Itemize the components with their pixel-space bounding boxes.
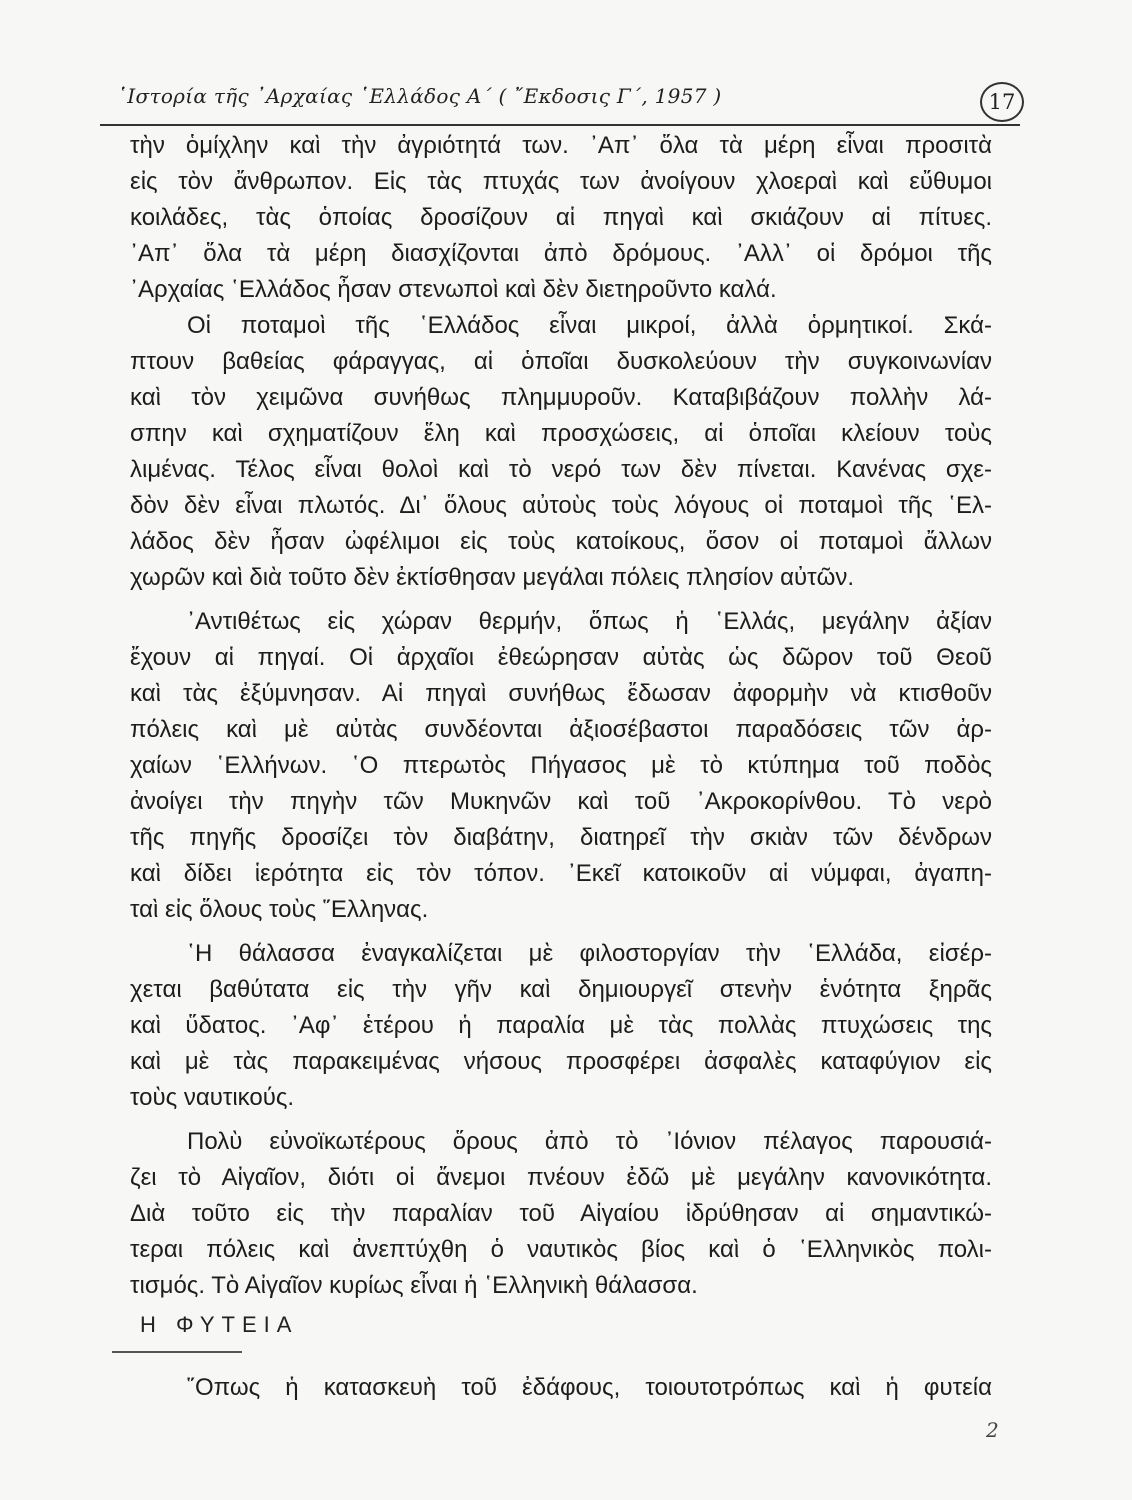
text-line: Οἱ ποταμοὶ τῆς ῾Ελλάδος εἶναι μικροί, ἀλλὰ ὁρμητικοί. Σκά-: [187, 312, 992, 339]
section-heading: Η ΦΥΤΕΙΑ: [140, 1312, 299, 1337]
text-line: καὶ δίδει ἱερότητα εἰς τὸν τόπον. ᾿Εκεῖ κατοικοῦν αἱ νύμφαι, ἀγαπη-: [130, 860, 992, 887]
text-line: τῆς πηγῆς δροσίζει τὸν διαβάτην, διατηρεῖ τὴν σκιὰν τῶν δένδρων: [130, 824, 992, 851]
text-line: τοὺς ναυτικούς.: [130, 1084, 295, 1111]
text-line: ῞Οπως ἡ κατασκευὴ τοῦ ἐδάφους, τοιουτοτρόπως καὶ ἡ φυτεία: [187, 1374, 992, 1401]
text-line: καὶ ὕδατος. ᾿Αφ᾿ ἑτέρου ἡ παραλία μὲ τὰς πολλὰς πτυχώσεις της: [130, 1012, 992, 1039]
final-paragraph: [130, 1370, 992, 1406]
paragraph: [130, 128, 992, 308]
text-line: λιμένας. Τέλος εἶναι θολοὶ καὶ τὸ νερό των δὲν πίνεται. Κανένας σχε-: [130, 456, 992, 483]
body-text: [130, 128, 992, 1304]
text-line: καὶ τὰς ἐξύμνησαν. Αἱ πηγαὶ συνήθως ἔδωσαν ἀφορμὴν νὰ κτισθοῦν: [130, 680, 992, 707]
text-line: τεραι πόλεις καὶ ἀνεπτύχθη ὁ ναυτικὸς βίος καὶ ὁ ῾Ελληνικὸς πολι-: [130, 1236, 992, 1263]
text-line: Διὰ τοῦτο εἰς τὴν παραλίαν τοῦ Αἰγαίου ἱδρύθησαν αἱ σημαντικώ-: [130, 1200, 992, 1227]
text-line: σπην καὶ σχηματίζουν ἕλη καὶ προσχώσεις, αἱ ὁποῖαι κλείουν τοὺς: [130, 420, 992, 447]
text-line: ἀνοίγει τὴν πηγὴν τῶν Μυκηνῶν καὶ τοῦ ᾿Ακροκορίνθου. Τὸ νερὸ: [130, 788, 992, 815]
page-number: 17: [980, 82, 1024, 122]
text-line: πτουν βαθείας φάραγγας, αἱ ὁποῖαι δυσκολεύουν τὴν συγκοινωνίαν: [130, 348, 992, 375]
paragraph: [130, 936, 992, 1116]
text-line: ῾Η θάλασσα ἐναγκαλίζεται μὲ φιλοστοργίαν τὴν ῾Ελλάδα, εἰσέρ-: [187, 940, 992, 967]
text-line: χαίων ῾Ελλήνων. ῾Ο πτερωτὸς Πήγασος μὲ τὸ κτύπημα τοῦ ποδὸς: [130, 752, 992, 779]
text-line: Πολὺ εὐνοϊκωτέρους ὅρους ἀπὸ τὸ ᾿Ιόνιον πέλαγος παρουσιά-: [187, 1128, 992, 1155]
text-line: ᾿Αρχαίας ῾Ελλάδος ἦσαν στενωποὶ καὶ δὲν διετηροῦντο καλά.: [130, 276, 777, 303]
text-line: τισμός. Τὸ Αἰγαῖον κυρίως εἶναι ἡ ῾Ελληνικὴ θάλασσα.: [130, 1272, 698, 1299]
text-line: τὴν ὁμίχλην καὶ τὴν ἀγριότητά των. ᾿Απ᾿ ὅλα τὰ μέρη εἶναι προσιτὰ: [130, 132, 992, 159]
section-heading-underline: [112, 1351, 242, 1353]
text-line: ἔχουν αἱ πηγαί. Οἱ ἀρχαῖοι ἐθεώρησαν αὐτὰς ὡς δῶρον τοῦ Θεοῦ: [130, 644, 992, 671]
paragraph: [130, 1124, 992, 1304]
text-line: καὶ τὸν χειμῶνα συνήθως πλημμυροῦν. Καταβιβάζουν πολλὴν λά-: [130, 384, 992, 411]
text-line: καὶ μὲ τὰς παρακειμένας νήσους προσφέρει ἀσφαλὲς καταφύγιον εἰς: [130, 1048, 992, 1075]
text-line: λάδος δὲν ἦσαν ὠφέλιμοι εἰς τοὺς κατοίκους, ὅσον οἱ ποταμοὶ ἄλλων: [130, 528, 992, 555]
paragraph: [130, 604, 992, 928]
running-header: ῾Ιστορία τῆς ᾿Αρχαίας ῾Ελλάδος Α΄ ( ῎Εκδοσις Γ΄, 1957 ): [117, 84, 722, 108]
text-line: κοιλάδες, τὰς ὁποίας δροσίζουν αἱ πηγαὶ καὶ σκιάζουν αἱ πίτυες.: [130, 204, 992, 231]
text-line: ᾿Αντιθέτως εἰς χώραν θερμήν, ὅπως ἡ ῾Ελλάς, μεγάλην ἀξίαν: [187, 608, 992, 635]
text-line: χεται βαθύτατα εἰς τὴν γῆν καὶ δημιουργεῖ στενὴν ἑνότητα ξηρᾶς: [130, 976, 992, 1003]
text-line: δὸν δὲν εἶναι πλωτός. Δι᾿ ὅλους αὐτοὺς τοὺς λόγους οἱ ποταμοὶ τῆς ῾Ελ-: [130, 492, 992, 519]
text-line: ταὶ εἰς ὅλους τοὺς ῞Ελληνας.: [130, 896, 429, 923]
text-line: πόλεις καὶ μὲ αὐτὰς συνδέονται ἀξιοσέβαστοι παραδόσεις τῶν ἀρ-: [130, 716, 992, 743]
text-line: ζει τὸ Αἰγαῖον, διότι οἱ ἄνεμοι πνέουν ἐδῶ μὲ μεγάλην κανονικότητα.: [130, 1164, 992, 1191]
signature-mark: 2: [986, 1418, 999, 1442]
header-rule: [100, 124, 1020, 126]
paragraph: [130, 308, 992, 596]
text-line: ᾿Απ᾿ ὅλα τὰ μέρη διασχίζονται ἀπὸ δρόμους. ᾿Αλλ᾿ οἱ δρόμοι τῆς: [130, 240, 992, 267]
text-line: χωρῶν καὶ διὰ τοῦτο δὲν ἐκτίσθησαν μεγάλαι πόλεις πλησίον αὐτῶν.: [130, 564, 855, 591]
text-line: εἰς τὸν ἄνθρωπον. Εἰς τὰς πτυχάς των ἀνοίγουν χλοεραὶ καὶ εὔθυμοι: [130, 168, 992, 195]
